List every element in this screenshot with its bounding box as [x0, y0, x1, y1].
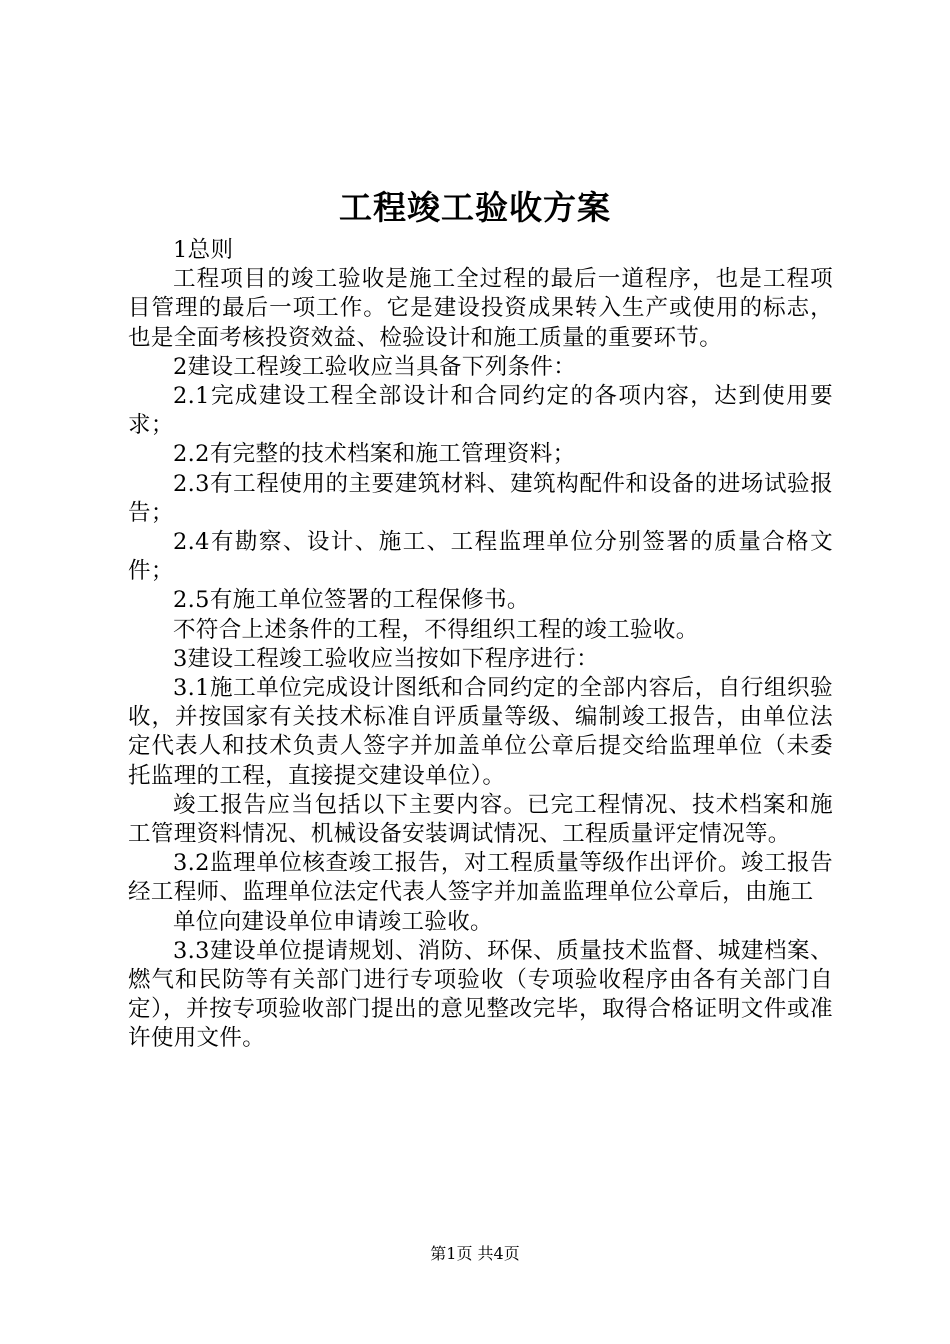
paragraph: 2.3有工程使用的主要建筑材料、建筑构配件和设备的进场试验报告； [128, 470, 833, 526]
paragraph: 2.4有勘察、设计、施工、工程监理单位分别签署的质量合格文件； [128, 529, 833, 585]
paragraph: 2.5有施工单位签署的工程保修书。 [173, 587, 530, 614]
paragraph: 2.2有完整的技术档案和施工管理资料； [173, 441, 576, 468]
page-footer: 第1页 共4页 [430, 1244, 520, 1263]
paragraph: 3.2监理单位核查竣工报告，对工程质量等级作出评价。竣工报告经工程师、监理单位法定代表人签字并加盖监理单位公章后，由施工 [128, 850, 833, 906]
paragraph: 竣工报告应当包括以下主要内容。已完工程情况、技术档案和施工管理资料情况、机械设备安装调试情况、工程质量评定情况等。 [128, 791, 833, 848]
document-body [128, 236, 833, 1054]
paragraph: 工程项目的竣工验收是施工全过程的最后一道程序，也是工程项目管理的最后一项工作。它是建设投资成果转入生产或使用的标志，也是全面考核投资效益、检验设计和施工质量的重要环节。 [128, 266, 833, 351]
paragraph: 3建设工程竣工验收应当按如下程序进行： [173, 645, 599, 672]
paragraph: 单位向建设单位申请竣工验收。 [173, 908, 493, 935]
paragraph: 1总则 [173, 237, 234, 263]
paragraph: 3.1施工单位完成设计图纸和合同约定的全部内容后，自行组织验收，并按国家有关技术标准自评质量等级、编制竣工报告，由单位法定代表人和技术负责人签字并加盖单位公章后提交给监理单位（未委托监理的工程，直接提交建设单位）。 [128, 675, 833, 789]
paragraph: 3.3建设单位提请规划、消防、环保、质量技术监督、城建档案、燃气和民防等有关部门进行专项验收（专项验收程序由各有关部门自定），并按专项验收部门提出的意见整改完毕，取得合格证明文件或准许使用文件。 [128, 937, 833, 1052]
document-title: 工程竣工验收方案 [339, 188, 611, 227]
paragraph: 2建设工程竣工验收应当具备下列条件： [173, 353, 577, 380]
paragraph: 不符合上述条件的工程，不得组织工程的竣工验收。 [173, 616, 699, 643]
paragraph: 2.1完成建设工程全部设计和合同约定的各项内容，达到使用要求； [128, 383, 833, 439]
